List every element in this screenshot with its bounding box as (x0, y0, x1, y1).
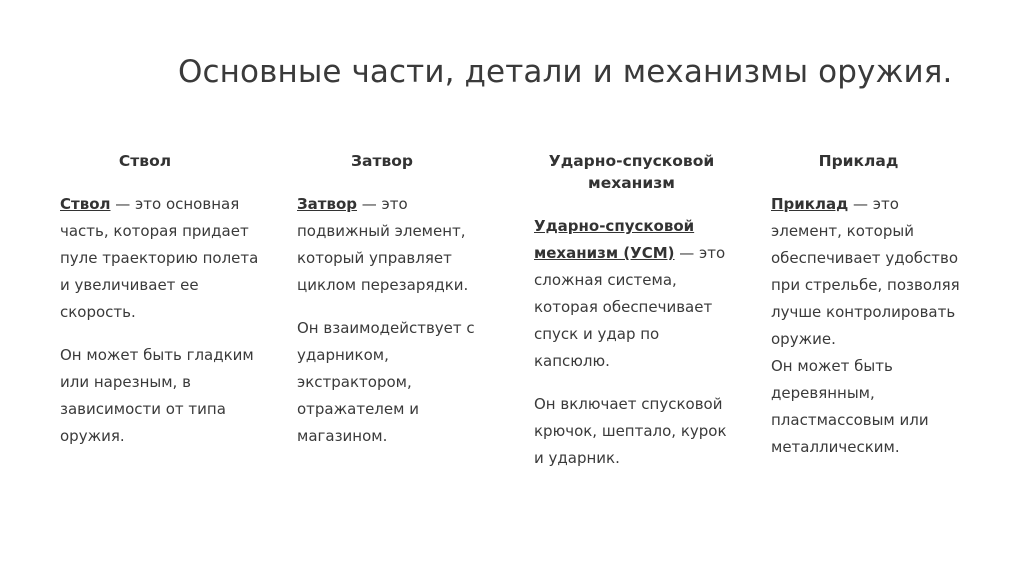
column-heading: Ствол (118, 152, 172, 170)
definition-paragraph (297, 191, 492, 299)
definition-paragraph (60, 191, 265, 326)
definition-text: — это подвижный элемент, который управляет циклом перезарядки. (297, 195, 469, 294)
extra-paragraph: Он включает спусковой крючок, шептало, курок и ударник. (534, 395, 727, 467)
definition-text: — это элемент, который обеспечивает удобство при стрельбе, позволяя лучше контролировать оружие. (771, 195, 960, 348)
term-label: Приклад (771, 195, 849, 213)
extra-paragraph: Он может быть деревянным, пластмассовым или металлическим. (771, 357, 929, 456)
extra-paragraph: Он взаимодействует с ударником, экстрактором, отражателем и магазином. (297, 319, 475, 445)
column-body (60, 191, 265, 450)
column-heading: Приклад (818, 152, 899, 170)
column-body (771, 191, 971, 461)
term-label: Ударно-спусковой механизм (УСМ) (534, 217, 695, 262)
definition-text: — это сложная система, которая обеспечивает спуск и удар по капсюлю. (534, 244, 726, 370)
column-body (534, 213, 734, 472)
column-heading: Затвор (350, 152, 413, 170)
page-title: Основные части, детали и механизмы оружия. (178, 54, 953, 90)
definition-text: — это основная часть, которая придает пуле траекторию полета и увеличивает ее скорость. (60, 195, 259, 321)
definition-paragraph (771, 191, 971, 353)
term-label: Ствол (60, 195, 111, 213)
term-label: Затвор (297, 195, 358, 213)
column-body (297, 191, 492, 450)
column-heading: Ударно-спусковой механизм (548, 152, 715, 192)
definition-paragraph (534, 213, 734, 375)
extra-paragraph: Он может быть гладким или нарезным, в зависимости от типа оружия. (60, 346, 254, 445)
